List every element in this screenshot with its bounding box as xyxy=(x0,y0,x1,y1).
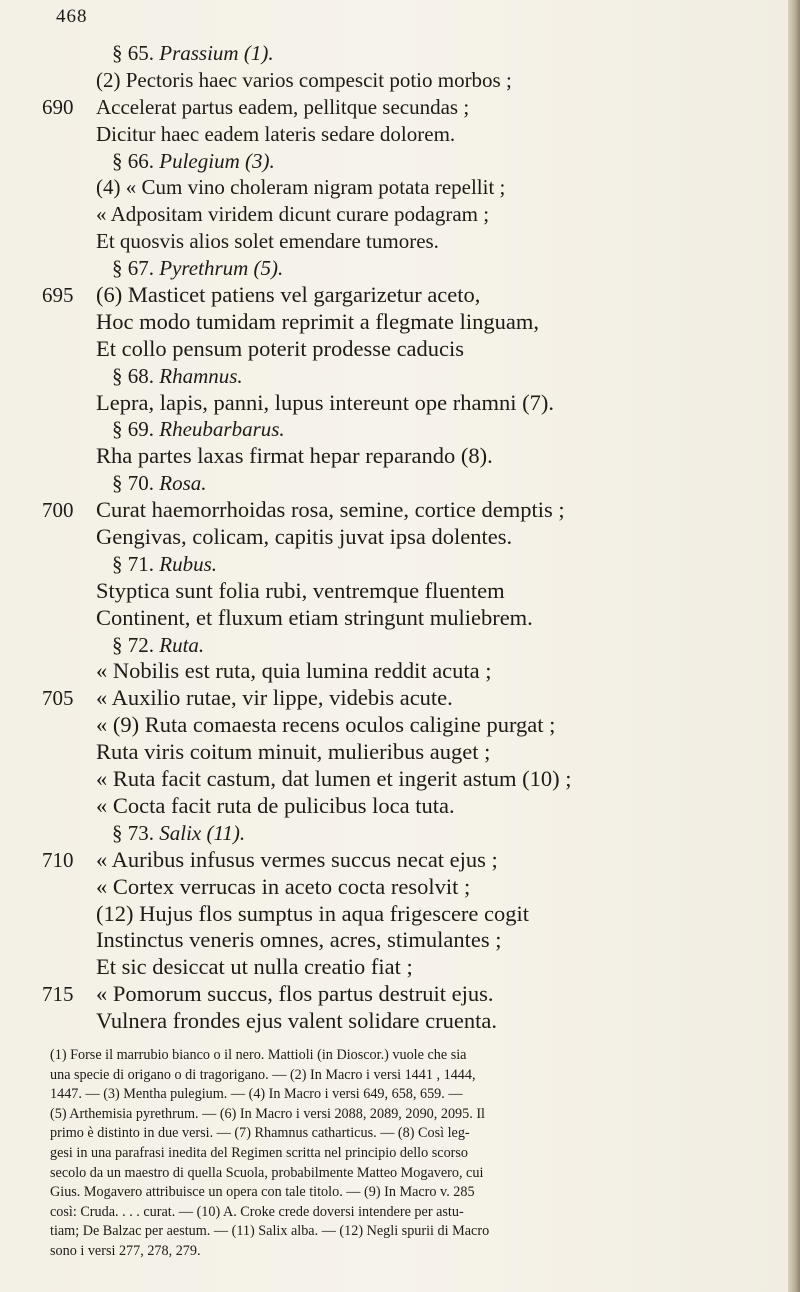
verse-text: « (9) Ruta comaesta recens oculos caligine purgat ; xyxy=(96,712,556,738)
section-number: § 70. xyxy=(112,471,154,496)
footnote-line: tiam; De Balzac per aestum. — (11) Salix alba. — (12) Negli spurii di Macro xyxy=(50,1223,490,1240)
verse-text: « Cortex verrucas in aceto cocta resolvit ; xyxy=(96,873,471,899)
verse-text: Et quosvis alios solet emendare tumores. xyxy=(96,229,439,254)
section-heading xyxy=(0,470,788,497)
section-heading-text xyxy=(112,40,274,67)
verse-text: « Auribus infusus vermes succus necat ejus ; xyxy=(96,846,498,872)
line-number: 690 xyxy=(42,94,74,119)
line-number: 705 xyxy=(42,686,74,711)
section-title: Rhamnus. xyxy=(159,363,243,388)
verse-line xyxy=(0,497,788,524)
verse-text: (4) « Cum vino choleram nigram potata repellit ; xyxy=(96,175,506,200)
verse-text: (2) Pectoris haec varios compescit potio morbos ; xyxy=(96,67,512,92)
verse-text: Continent, et fluxum etiam stringunt muliebrem. xyxy=(96,604,533,630)
section-heading-text xyxy=(112,255,283,282)
verse-line xyxy=(0,94,788,121)
verse-line xyxy=(0,658,788,685)
footnote-line: (5) Arthemisia pyrethrum. — (6) In Macro i versi 2088, 2089, 2090, 2095. Il xyxy=(50,1105,486,1122)
footnote-line: secolo da un maestro di quella Scuola, probabilmente Matteo Mogavero, cui xyxy=(50,1164,484,1181)
verse-line xyxy=(0,1008,788,1035)
section-heading xyxy=(0,551,788,578)
verse-line xyxy=(0,605,788,632)
section-heading xyxy=(0,255,788,282)
footnote-line: una specie di origano o di tragorigano. — (2) In Macro i versi 1441 , 1444, xyxy=(50,1066,476,1083)
line-number: 700 xyxy=(42,498,74,523)
section-number: § 66. xyxy=(112,148,154,173)
section-heading-text xyxy=(112,551,217,578)
footnote-line: così: Cruda. . . . curat. — (10) A. Croke crede doversi intendere per astu- xyxy=(50,1203,464,1220)
verse-text: Styptica sunt folia rubi, ventremque fluentem xyxy=(96,577,505,603)
verse-line xyxy=(0,578,788,605)
section-heading-text xyxy=(112,363,243,390)
line-number: 695 xyxy=(42,283,74,308)
line-number: 710 xyxy=(42,847,74,872)
section-title: Ruta. xyxy=(159,632,205,657)
footnote-line: Gius. Mogavero attribuisce un opera con tale titolo. — (9) In Macro v. 285 xyxy=(50,1184,475,1201)
verse-text: Et collo pensum poterit prodesse caducis xyxy=(96,335,465,361)
verse-text: Et sic desiccat ut nulla creatio fiat ; xyxy=(96,954,413,980)
section-heading xyxy=(0,820,788,847)
verse-line xyxy=(0,874,788,901)
section-title: Rosa. xyxy=(159,471,207,496)
section-title: Prassium (1). xyxy=(159,41,274,65)
verse-line xyxy=(0,67,788,94)
section-title: Pyrethrum (5). xyxy=(159,256,284,281)
section-number: § 68. xyxy=(112,363,154,388)
verse-line xyxy=(0,712,788,739)
verse-line xyxy=(0,901,788,928)
footnote-line: (1) Forse il marrubio bianco o il nero. Mattioli (in Dioscor.) vuole che sia xyxy=(50,1047,467,1063)
verse-text: Dicitur haec eadem lateris sedare dolorem. xyxy=(96,121,456,146)
verse-line xyxy=(0,309,788,336)
verse-text: « Pomorum succus, flos partus destruit ejus. xyxy=(96,981,494,1007)
section-title: Pulegium (3). xyxy=(159,148,275,173)
section-heading xyxy=(0,40,788,67)
section-number: § 69. xyxy=(112,417,154,442)
footnote-line: gesi in una parafrasi inedita del Regimen scritta nel principio dello scorso xyxy=(50,1144,469,1161)
section-heading-text xyxy=(112,820,245,847)
section-number: § 72. xyxy=(112,632,154,657)
verse-text: « Cocta facit ruta de pulicibus loca tuta. xyxy=(96,792,455,818)
verse-text: « Auxilio rutae, vir lippe, videbis acute. xyxy=(96,685,453,711)
verse-line xyxy=(0,174,788,201)
verse-line xyxy=(0,282,788,309)
verse-line xyxy=(0,524,788,551)
section-number: § 71. xyxy=(112,551,154,576)
verse-line xyxy=(0,685,788,712)
section-heading-text xyxy=(112,632,204,659)
section-heading-text xyxy=(112,470,207,497)
verse-text: (12) Hujus flos sumptus in aqua frigescere cogit xyxy=(96,900,530,926)
section-heading-text xyxy=(112,148,275,175)
footnote-line: sono i versi 277, 278, 279. xyxy=(50,1242,201,1259)
verse-block xyxy=(0,40,788,1035)
verse-text: Ruta viris coitum minuit, mulieribus auget ; xyxy=(96,739,491,765)
verse-text: Accelerat partus eadem, pellitque secundas ; xyxy=(96,94,470,119)
verse-line xyxy=(0,793,788,820)
verse-line xyxy=(0,981,788,1008)
verse-line xyxy=(0,336,788,363)
section-heading xyxy=(0,416,788,443)
verse-text: Hoc modo tumidam reprimit a flegmate linguam, xyxy=(96,308,540,334)
verse-line xyxy=(0,954,788,981)
verse-text: Gengivas, colicam, capitis juvat ipsa dolentes. xyxy=(96,524,513,550)
verse-line xyxy=(0,443,788,470)
verse-line xyxy=(0,927,788,954)
verse-line xyxy=(0,201,788,228)
verse-line xyxy=(0,390,788,417)
verse-text: Lepra, lapis, panni, lupus intereunt ope rhamni (7). xyxy=(96,389,554,415)
section-number: § 73. xyxy=(112,820,154,845)
verse-text: « Nobilis est ruta, quia lumina reddit acuta ; xyxy=(96,658,492,684)
section-heading xyxy=(0,148,788,175)
verse-text: Rha partes laxas firmat hepar reparando (8). xyxy=(96,443,493,469)
verse-text: Instinctus veneris omnes, acres, stimulantes ; xyxy=(96,927,502,953)
verse-text: Curat haemorrhoidas rosa, semine, cortice demptis ; xyxy=(96,497,565,523)
section-title: Rheubarbarus. xyxy=(159,417,285,442)
section-heading xyxy=(0,632,788,659)
section-title: Rubus. xyxy=(159,551,217,576)
footnotes xyxy=(50,1046,762,1262)
verse-line xyxy=(0,121,788,148)
verse-text: (6) Masticet patiens vel gargarizetur aceto, xyxy=(96,282,481,308)
verse-line xyxy=(0,739,788,766)
section-heading xyxy=(0,363,788,390)
footnote-line: primo è distinto in due versi. — (7) Rhamnus catharticus. — (8) Così leg- xyxy=(50,1125,470,1142)
verse-text: « Adpositam viridem dicunt curare podagram ; xyxy=(96,202,490,227)
verse-text: « Ruta facit castum, dat lumen et ingerit astum (10) ; xyxy=(96,766,572,792)
verse-text: Vulnera frondes ejus valent solidare cruenta. xyxy=(96,1008,497,1034)
section-title: Salix (11). xyxy=(159,820,246,845)
verse-line xyxy=(0,847,788,874)
verse-line xyxy=(0,766,788,793)
page-number: 468 xyxy=(56,6,88,27)
book-spine-edge xyxy=(788,0,800,1292)
section-number: § 65. xyxy=(112,41,154,65)
section-number: § 67. xyxy=(112,256,154,281)
section-heading-text xyxy=(112,416,285,443)
line-number: 715 xyxy=(42,982,74,1007)
footnote-line: 1447. — (3) Mentha pulegium. — (4) In Macro i versi 649, 658, 659. — xyxy=(50,1086,463,1103)
verse-line xyxy=(0,228,788,255)
